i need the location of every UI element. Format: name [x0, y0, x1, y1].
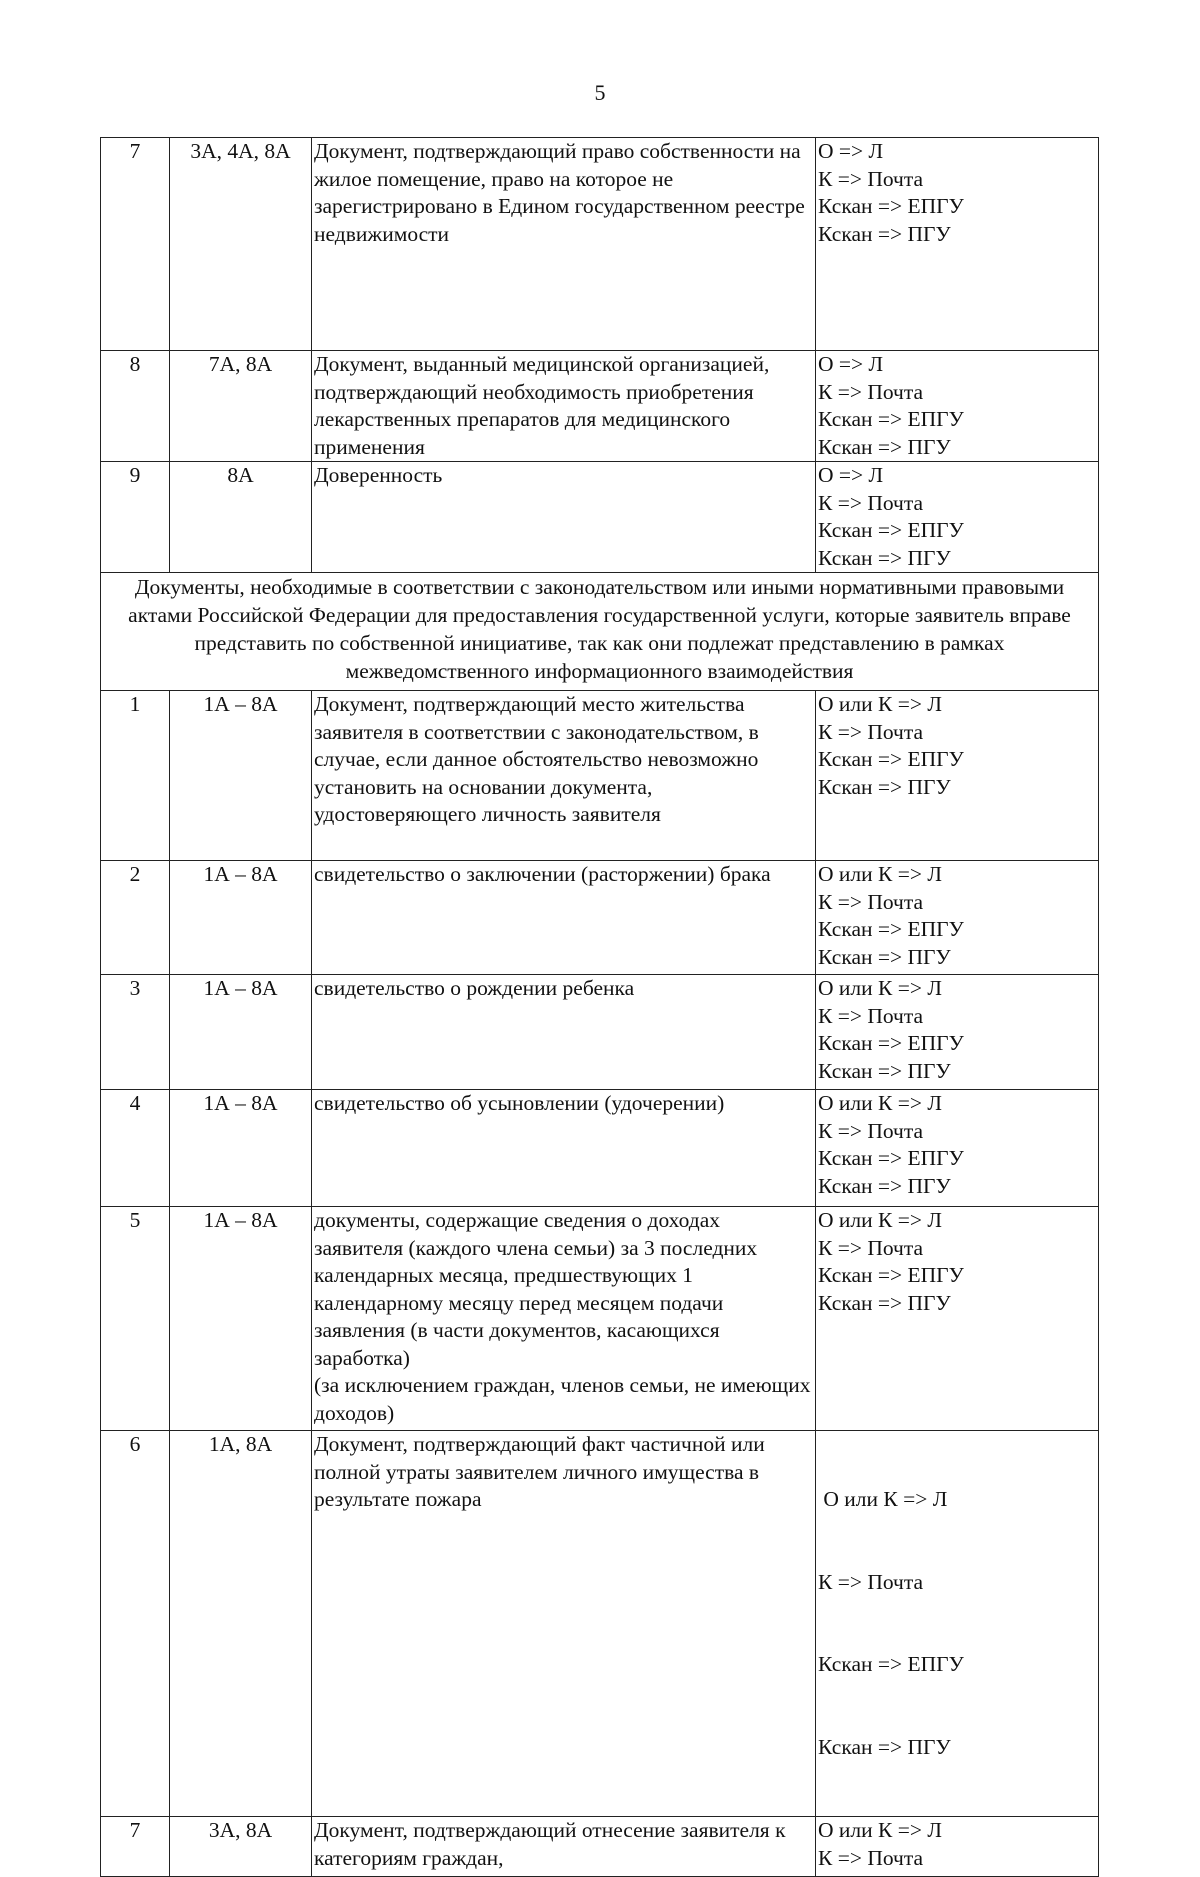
- method-line: Кскан => ЕПГУ: [818, 1652, 964, 1676]
- table-row: [101, 351, 1099, 462]
- method-line: Кскан => ПГУ: [818, 1734, 951, 1759]
- method-line: О или К => Л: [818, 976, 942, 1000]
- method-line: О => Л: [818, 139, 884, 163]
- method-line: К => Почта: [818, 1569, 924, 1594]
- category-codes: 1А – 8А: [170, 691, 312, 861]
- method-line: К => Почта: [818, 889, 924, 914]
- method-line: Кскан => ЕПГУ: [818, 407, 964, 431]
- table-row: [101, 462, 1099, 573]
- document-description: Документ, подтверждающий право собственности на жилое помещение, право на которое не зарегистрировано в Едином государственном реестре недвижимости: [312, 138, 816, 351]
- row-number: 9: [101, 462, 170, 573]
- row-number: 5: [101, 1207, 170, 1431]
- submission-methods: [816, 1817, 1099, 1877]
- method-line: Кскан => ПГУ: [818, 774, 951, 799]
- method-line: Кскан => ПГУ: [818, 434, 951, 459]
- method-line: К => Почта: [818, 1003, 924, 1028]
- method-line: О или К => Л: [818, 1818, 942, 1842]
- method-line: Кскан => ЕПГУ: [818, 1031, 964, 1055]
- description-note: (за исключением граждан, членов семьи, не имеющих доходов): [314, 1373, 811, 1425]
- row-number: 7: [101, 138, 170, 351]
- method-line: Кскан => ПГУ: [818, 1058, 951, 1083]
- method-line: Кскан => ЕПГУ: [818, 518, 964, 542]
- section-heading: Документы, необходимые в соответствии с законодательством или иными нормативными правовыми актами Российской Федерации для предоставления государственной услуги, которые заявитель вправе представить по собственной инициативе, так как они подлежат представлению в рамках межведомственного информационного взаимодействия: [101, 573, 1099, 691]
- method-line: О или К => Л: [818, 862, 942, 886]
- method-line: Кскан => ЕПГУ: [818, 194, 964, 218]
- table-row: [101, 861, 1099, 975]
- document-description: Документ, подтверждающий отнесение заявителя к категориям граждан,: [312, 1817, 816, 1877]
- method-line: К => Почта: [818, 490, 924, 515]
- row-number: 4: [101, 1090, 170, 1207]
- category-codes: 1А – 8А: [170, 861, 312, 975]
- submission-methods: [816, 351, 1099, 462]
- method-line: Кскан => ЕПГУ: [818, 917, 964, 941]
- submission-methods: [816, 1207, 1099, 1431]
- document-description: [312, 1207, 816, 1431]
- method-line: Кскан => ПГУ: [818, 944, 951, 969]
- submission-methods: [816, 1090, 1099, 1207]
- document-description: свидетельство об усыновлении (удочерении): [312, 1090, 816, 1207]
- table-row: [101, 1090, 1099, 1207]
- submission-methods: [816, 1431, 1099, 1817]
- row-number: 6: [101, 1431, 170, 1817]
- section-heading-row: [101, 573, 1099, 691]
- submission-methods: [816, 462, 1099, 573]
- document-description: Документ, подтверждающий место жительства заявителя в соответствии с законодательством, в случае, если данное обстоятельство невозможно установить на основании документа, удостоверяющего личность заявителя: [312, 691, 816, 861]
- category-codes: 7А, 8А: [170, 351, 312, 462]
- category-codes: 8А: [170, 462, 312, 573]
- category-codes: 1А – 8А: [170, 1207, 312, 1431]
- table-row: [101, 975, 1099, 1090]
- category-codes: 3А, 4А, 8А: [170, 138, 312, 351]
- method-line: К => Почта: [818, 1845, 924, 1870]
- table-row: [101, 691, 1099, 861]
- method-line: К => Почта: [818, 1118, 924, 1143]
- category-codes: 3А, 8А: [170, 1817, 312, 1877]
- method-line: О или К => Л: [818, 1487, 948, 1511]
- table-row: [101, 1431, 1099, 1817]
- documents-table: [100, 137, 1099, 1877]
- method-line: О => Л: [818, 352, 884, 376]
- method-line: О или К => Л: [818, 692, 942, 716]
- method-line: К => Почта: [818, 166, 924, 191]
- submission-methods: [816, 861, 1099, 975]
- category-codes: 1А – 8А: [170, 975, 312, 1090]
- method-line: К => Почта: [818, 719, 924, 744]
- row-number: 3: [101, 975, 170, 1090]
- method-line: Кскан => ЕПГУ: [818, 1146, 964, 1170]
- submission-methods: [816, 975, 1099, 1090]
- method-line: Кскан => ЕПГУ: [818, 1263, 964, 1287]
- method-line: Кскан => ПГУ: [818, 1290, 951, 1315]
- row-number: 2: [101, 861, 170, 975]
- method-line: К => Почта: [818, 379, 924, 404]
- document-description: Документ, выданный медицинской организацией, подтверждающий необходимость приобретения лекарственных препаратов для медицинского применения: [312, 351, 816, 462]
- method-line: Кскан => ПГУ: [818, 221, 951, 246]
- method-line: К => Почта: [818, 1235, 924, 1260]
- submission-methods: [816, 691, 1099, 861]
- method-line: О или К => Л: [818, 1091, 942, 1115]
- method-line: Кскан => ПГУ: [818, 1173, 951, 1198]
- method-line: О или К => Л: [818, 1208, 942, 1232]
- row-number: 7: [101, 1817, 170, 1877]
- method-line: Кскан => ПГУ: [818, 545, 951, 570]
- table-row: [101, 1817, 1099, 1877]
- document-description: Доверенность: [312, 462, 816, 573]
- method-line: Кскан => ЕПГУ: [818, 747, 964, 771]
- table-row: [101, 138, 1099, 351]
- category-codes: 1А – 8А: [170, 1090, 312, 1207]
- page-number: 5: [594, 80, 606, 105]
- document-description: свидетельство о рождении ребенка: [312, 975, 816, 1090]
- description-text: документы, содержащие сведения о доходах заявителя (каждого члена семьи) за 3 последних календарных месяца, предшествующих 1 календарному месяцу перед месяцем подачи заявления (в части документов, касающихся заработка): [314, 1208, 758, 1370]
- method-line: О => Л: [818, 463, 884, 487]
- table-row: [101, 1207, 1099, 1431]
- row-number: 1: [101, 691, 170, 861]
- document-description: свидетельство о заключении (расторжении) брака: [312, 861, 816, 975]
- submission-methods: [816, 138, 1099, 351]
- category-codes: 1А, 8А: [170, 1431, 312, 1817]
- row-number: 8: [101, 351, 170, 462]
- document-description: Документ, подтверждающий факт частичной или полной утраты заявителем личного имущества в результате пожара: [312, 1431, 816, 1817]
